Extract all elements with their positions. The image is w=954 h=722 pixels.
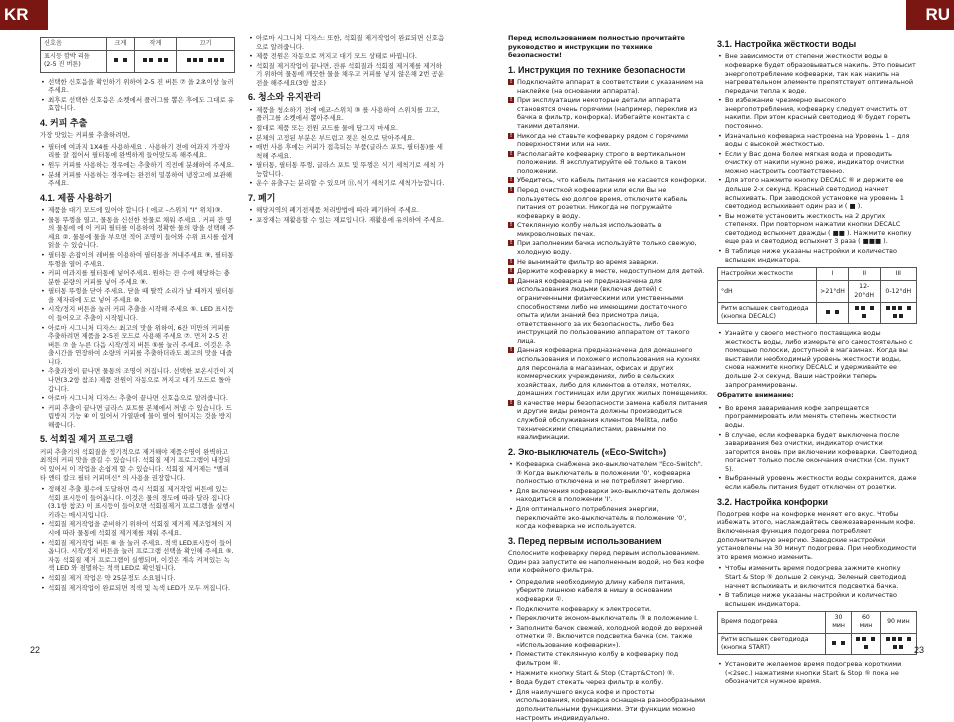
blink-dot-icon [208,58,212,62]
list-item: • Нажмите кнопку Start & Stop (Старт&Стоп) ⑤. [508,669,708,678]
ru-section-31-bullets-a [717,52,917,264]
page-number-right: 23 [913,645,924,655]
ru-note-bullets [717,404,917,492]
list-item: • 아로마 시그니처 디자스: 추출이 끝나면 신호음으로 알려줍니다. [40,394,235,403]
safety-item-text: Держите кофеварку в месте, недоступном для детей. [517,267,705,276]
safety-item [508,132,708,149]
language-tab-ru: RU [906,0,954,30]
safety-item-text: Данная кофеварка предназначена для домашнего использования и похожего использования на кухнях для персонала в магазинах, офисах и других коммерческих учреждениях, либо в сельских хозяйствах, либо для клиентов в отелях, мотелях, домашних гостиницах или других жилых помещениях. [517,346,708,398]
list-item: • 제품 전원은 자동으로 꺼지고 대기 모드 상태로 바뀝니다. [248,52,448,61]
kr-section-6-bullets [248,106,448,188]
list-item: • В случае, если кофеварка будет выключена после заваривания без очистки, индикатор очистки загорится вновь при включении кофеварки. Светодиод погаснет только после окончания очистки (см. пункт 5). [717,431,917,474]
list-item: • 절대로 제품 또는 전원 코드를 물에 담그지 마세요. [248,124,448,133]
safety-item [508,150,708,176]
list-item: • 필터통 뚜껑을 닫아 주세요. 닫을 때 딸깍 소리가 날 때까지 필터통을 제자리에 도로 넣어 주세요 ⑩. [40,287,235,304]
table-cell: II [848,268,880,281]
kr-section-5-intro: 커피 추출기의 석회질을 정기적으로 제거해야 제품수명이 완벽하고 최적의 커피 맛을 즐길 수 있습니다. 석회질 제거 프로그램이 내장되어 있어서 이 작업을 손쉽게 할 수 있습니다. 석회질 제거제는 "멜리타 엔티 칼크 필터 커피머신" 의 사용을 권장합니다. [40,447,231,482]
kr-section-5-bullets [40,485,235,592]
kr-section-6-title: 6. 청소와 유지관리 [248,92,322,103]
ru-section-2-title: 2. Эко-выключатель («Eco-Switch») [508,446,667,457]
blink-dot-icon [158,58,162,62]
table-row [41,38,235,51]
table-cell: 끄기 [177,38,235,51]
list-item: • 본체의 고정된 부분은 부드럽고 젖은 천으로 닦아주세요. [248,134,448,143]
list-item: • 필터에 여과지 1X4를 사용하세요 . 사용하기 전에 여과지 가장자리를 잘 접어서 필터통에 완벽하게 들어맞도록 해주세요. [40,143,235,160]
ru-section-31-bullets-b [717,329,917,389]
list-item: • Для оптимального потребления энергии, переключайте эко-выключатель в положение '0', когда кофеварка не используется. [508,505,708,531]
kr-beep-table [40,37,235,73]
list-item: • 최후로 선택한 신호음은 소켓에서 플러그를 뽑은 후에도 그대로 유효합니다. [40,96,235,113]
blink-dot-icon [886,306,890,310]
ru-hardness-table [717,267,917,324]
safety-item-text: Не вынимайте фильтр во время заварки. [517,257,659,266]
blink-dot-icon [893,645,897,649]
kr-column-1 [40,34,235,634]
list-item: • Изначально кофеварка настроена на Уровень 1 – для воды с высокой жесткостью. [717,132,917,149]
list-item: • В таблице ниже указаны настройки и количество вспышек индикатора. [717,591,917,608]
table-cell [852,633,881,654]
blink-dot-icon [143,58,147,62]
safety-item-text: Подключайте аппарат в соответствии с указанием на наклейке (на основании аппарата). [517,78,704,95]
safety-item-text: При заполнении бачка используйте только свежую, холодную воду. [517,239,697,257]
blink-dot-icon [193,58,197,62]
list-item: • Установите желаемое время подогрева короткими (<2sec.) нажатиями кнопки Start & Stop ⑤ пока не обозначится нужное время. [717,660,917,686]
table-cell: Ритм вспышек светодиода (кнопка START) [718,633,826,654]
list-item: • 물통 뚜껑을 열고, 물통을 신선한 찬물로 채워 주세요 . 커피 잔 옆의 물통에 에 이 커피 필터를 이용하여 정확한 물의 량을 선택해 주세요 ②. 물통에 물을 부으면 적어 조명이 들어와 수위 표시를 쉽게 읽을 수 있습니다. [40,216,235,250]
warning-icon: ! [509,97,513,104]
list-item: • 석회질 제거작업이 완료되면 적색 및 녹색 LED가 모두 꺼집니다. [40,584,235,593]
ru-section-3-title: 3. Перед первым использованием [508,535,662,546]
table-cell: 12-20°dH [848,281,880,302]
blink-dot-icon [899,314,903,318]
blink-dot-icon [899,645,903,649]
safety-item-text: Стеклянную колбу нельзя использовать в микроволновых печах. [517,221,662,238]
safety-item [508,346,708,397]
safety-item-text: Убедитесь, что кабель питания не касается конфорки. [517,176,707,185]
blink-dot-icon [862,314,866,318]
list-item: • Узнайте у своего местного поставщика воды жесткость воды, либо измерьте его самостоятельно с помощью полоски, доступной в магазинах. Когда вы выставили необходимый уровень жесткости воды, снова нажмите кнопку DECALC и удерживайте ее дольше 2-х секунд. Ваши настройки теперь запрограммированы. [717,329,917,389]
blink-dot-icon [861,306,865,310]
blink-dot-icon [164,58,168,62]
ru-section-1-title: 1. Инструкция по технике безопасности [508,64,686,75]
safety-item [508,96,708,130]
warning-icon: ! [509,150,513,157]
table-cell: >21°dH [817,281,849,302]
list-item: • Подключите кофеварку к электросети. [508,605,708,614]
table-cell: 0-12°dH [880,281,916,302]
ru-safety-items [508,78,708,442]
warning-icon: ! [509,258,513,265]
table-row [718,302,917,323]
kr-col2-top-bullets [248,34,448,87]
list-item: • 시작/정지 버튼을 눌러 커피 추출을 시작해 주세요 ⑤. LED 표시등이 들어오고 추출이 시작됩니다. [40,305,235,322]
warning-icon: ! [509,222,513,229]
safety-item-text: При эксплуатации некоторые детали аппарата становятся очень горячими (например, переклив из бачка в фильтр, конфорка). Избегайте контакта с такими деталями. [517,96,698,130]
blink-dot-icon [886,637,890,641]
list-item: • 운수 유출구는 분리할 수 있으며 ⑪,식기 세척기로 세척가능합니다. [248,179,448,188]
list-item: • 정해진 추출 횟수에 도달하면 즉시 석회질 제거작업 버튼에 있는 석회 표시등이 들어옵니다. 이것은 물의 경도에 따라 달라 집니다(3.1항 참조) 이 표시등이 들어오면 석회질제거 프로그램을 실행시키라는 메시지입니다. [40,485,235,519]
list-item: • Чтобы изменить время подогрева зажмите кнопку Start & Stop ⑤ дольше 2 секунд. Зеленый светодиод начнет вспыхивать и включится подсветка бачка. [717,564,917,590]
safety-item [508,267,708,276]
list-item: • 아로마 시그니처 디자스: 또한, 석회질 제거작업이 완료되면 신호음으로 알려줍니다. [248,34,448,51]
blink-dot-icon [199,58,203,62]
safety-item-text: В качестве меры безопасности замена кабеля питания и другие виды ремонта должны производиться службой обслуживания клиентов Melitta, либо техническими специалистами, равными по квалификации. [517,398,708,442]
warning-icon: ! [509,240,513,247]
safety-item [508,239,708,256]
ru-section-32-title: 3.2. Настройка конфорки [717,496,829,507]
blink-dot-icon [862,637,866,641]
table-row [41,51,235,72]
list-item: • 포장재는 재활용할 수 있는 재료입니다. 재활용에 유의하여 주세요. [248,216,448,225]
list-item: • 제품을 대기 모드에 있어야 합니다 ( 에코 –스위치 "I" 위치)③. [40,206,235,215]
table-cell: 90 мин [880,612,916,633]
list-item: • Вы можете установить жесткость на 2 других степенях. При повторном нажатии кнопки DECALC светодиод вспыхнет дважды ( ■■ ). Нажмите кнопку еще раз и светодиод вспыхнет 3 раза ( ■■■ ). [717,212,917,246]
table-cell: Настройки жесткости [718,268,817,281]
list-item: • Поместите стеклянную колбу в кофеварку под фильтром ④. [508,650,708,667]
table-cell: 크게 [107,38,135,51]
table-cell: °dH [718,281,817,302]
table-cell [880,633,916,654]
table-cell: 60 мин [852,612,881,633]
table-cell [880,302,916,323]
ru-section-31-title: 3.1. Настройка жёсткости воды [717,39,857,49]
warning-icon: ! [509,79,513,86]
blink-dot-icon [864,645,868,649]
table-cell: 30 мин [826,612,852,633]
blink-dot-icon [892,306,896,310]
kr-section-7-bullets [248,206,448,224]
table-row [718,633,917,654]
page-number-left: 22 [30,645,41,655]
table-cell [134,51,177,72]
list-item: • Переключите эконом-выключатель ③ в положение I. [508,614,708,623]
list-item: • 커피 여과지를 필터통에 넣어주세요. 원하는 잔 수에 해당하는 충분한 분량의 커피를 넣어 주세요 ⑨. [40,269,235,286]
list-item: • 아로마 시그니처 디자스: 최고의 맛을 위하여, 6잔 미만의 커피를 추출하려면 제품을 2-5진 모드로 사용해 주세요 ⑦. 먼저 2-5 진 버튼 ⑦ 을 누른 다음 시작/정지 버튼 ⑤를 눌러 주세요. 이것은 추출시간을 연장하여 소량의 커피를 추출하더라도 최고의 맛을 내줍니다. [40,324,235,367]
blink-dot-icon [907,637,911,641]
list-item: • В таблице ниже указаны настройки и количество вспышек индикатора. [717,247,917,264]
blink-dot-icon [856,637,860,641]
table-cell [107,51,135,72]
list-item: • 원두 커피를 사용하는 경우에는 추출하기 직전에 분쇄하여 주세요. [40,161,235,170]
table-cell: I [817,268,849,281]
table-cell [848,302,880,323]
safety-item-text: Никогда не ставьте кофеварку рядом с горячими поверхностями или на них. [517,131,689,149]
blink-dot-icon [841,641,845,645]
safety-item [508,277,708,346]
warning-icon: ! [509,132,513,139]
safety-item [508,186,708,220]
list-item: • 석회질 제거작업을 준비하기 위하여 석회질 제거제 제조업체의 지시에 따라 물통에 석회질 제거제를 채워 주세요. [40,520,235,537]
ru-section-3-bullets [508,578,708,722]
ru-section-2-bullets [508,460,708,531]
list-item: • Для этого нажмите кнопку DECALC ⑥ и держите ее дольше 2-х секунд. Красный светодиод начнет вспыхивать. При заводской установке на уровень 1 светодиод вспыхивает один раз и ( ■ ). [717,176,917,210]
ru-intro: Перед использованием полностью прочитайте руководство и инструкции по технике безопасности! [508,34,685,60]
blink-dot-icon [149,58,153,62]
table-cell [177,51,235,72]
ru-note-title: Обратите внимание: [717,391,794,400]
safety-item-text: Перед очисткой кофеварки или если Вы не пользуетесь ею долгое время, отключите кабель питания от розетки. Никогда не погружайте кофеварку в воду. [517,186,688,220]
kr-column-2 [248,34,448,634]
list-item: • 추출과정이 끝나면 물통의 조명이 꺼집니다. 선택한 보온시간이 지나면(3.2항 참조) 제품 전원이 자동으로 꺼지고 대기 모드로 돌아갑니다. [40,367,235,393]
table-cell: III [880,268,916,281]
ru-section-32-intro: Подогрев кофе на конфорке меняет его вкус. Чтобы избежать этого, наслаждайтесь свежезаваренным кофе. Включенная функция подогрева потребляет дополнительную энергию. Заводские настройки установлены на 30 минут подогрева. При необходимости это время можно изменить. [717,509,917,561]
list-item: • Для включения кофеварки эко-выключатель должен находиться в положении 'I'. [508,487,708,504]
blink-dot-icon [187,58,191,62]
ru-column-1 [508,34,708,722]
list-item: • Заполните бачок свежей, холодной водой до верхней отметки ②. Включится подсветка бачка (см. также «Использование кофеварки»). [508,624,708,650]
blink-dot-icon [898,637,902,641]
kr-section-41-bullets [40,206,235,429]
list-item: • 석회질 제거작업 버튼 ⑥ 을 눌러 주세요. 적색 LED표시등이 들어옵니다. 시작/정지 버튼을 눌러 프로그램 선택을 확인해 주세요 ⑤. 자동 석회질 제거 프로그램이 실행되며, 이것은 계속 켜져있는 녹색 LED 와 점멸하는 적색 LED로 확인됩니다. [40,539,235,573]
list-item: • Выбранный уровень жесткости воды сохранится, даже если кабель питания будет отключен от розетки. [717,474,917,491]
blink-dot-icon [214,58,218,62]
blink-dot-icon [892,637,896,641]
list-item: • Во время заваривания кофе запрещается программировать или менять степень жесткости воды. [717,404,917,430]
table-cell [817,302,849,323]
table-cell: 표시등 깜박 리듬 (2-5 진 버튼) [41,51,107,72]
kr-section-5-title: 5. 석회질 제거 프로그램 [40,434,134,445]
safety-item [508,176,708,185]
blink-dot-icon [123,58,127,62]
language-tab-kr: KR [0,0,48,30]
blink-dot-icon [114,58,118,62]
safety-item [508,221,708,238]
blink-dot-icon [220,58,224,62]
list-item: • 선택한 신호음을 확인하기 위하여 2-5 진 버튼 ⑦ 을 2초이상 눌러 주세요. [40,78,235,95]
kr-section-4-bullets [40,143,235,188]
kr-section-41-title: 4.1. 제품 사용하기 [40,192,113,203]
blink-dot-icon [855,306,859,310]
ru-column-2 [717,34,917,686]
kr-section-4-intro: 가장 맛있는 커피를 추출하려면, [40,131,130,140]
blink-dot-icon [907,306,911,310]
table-cell: Ритм вспышек светодиода (кнопка DECALC) [718,302,817,323]
list-item: • 제품을 청소하기 전에 에코-스위치 ③ 를 사용하여 스위치를 끄고, 플러그를 소켓에서 뽑아주세요. [248,106,448,123]
warning-icon: ! [509,347,513,354]
list-item: • 커피 추출이 끝나면 글라스 포트를 본체에서 꺼낼 수 있습니다. 드립방지 기능 ④ 이 있어서 가열판에 물이 떨어 떨어지는 것을 방지해줍니다. [40,404,235,430]
blink-dot-icon [898,306,902,310]
blink-dot-icon [870,306,874,310]
kr-section-7-title: 7. 폐기 [248,193,276,204]
warning-icon: ! [509,187,513,194]
table-cell: 작게 [134,38,177,51]
list-item: • Если у Вас дома более мягкая вода и проводить очистку от накипи нужно реже, индикатор очистки можно настроить соответственно. [717,150,917,176]
safety-item [508,399,708,442]
list-item: • Определив необходимую длину кабеля питания, уберите лишнюю кабеля в нишу в основании кофеварки ①. [508,578,708,604]
list-item: • Вода будет стекать через фильтр в колбу. [508,678,708,687]
ru-keepwarm-table [717,611,917,655]
ru-section-3-intro: Сполосните кофеварку перед первым использованием. Один раз запустите ее наполненным водой, но без кофе или кофейного фильтра. [508,549,705,575]
ru-section-32-bullets-b [717,660,917,686]
blink-dot-icon [832,641,836,645]
safety-item-text: Располагайте кофеварку строго в вертикальном положении. Я эксплуатируйте её только в таком положении. [517,149,687,175]
kr-section-4-title: 4. 커피 추출 [40,117,88,128]
safety-item [508,258,708,267]
list-item: • 석회질 제거 작업은 약 25분정도 소요됩니다. [40,574,235,583]
safety-item [508,78,708,95]
list-item: • 매번 사용 후에는 커피가 접촉되는 부품(글라스 포트, 필터통)를 세척해 주세요. [248,143,448,160]
kr-beep-bullets [40,78,235,113]
table-row [718,612,917,633]
blink-dot-icon [826,310,830,314]
safety-item-text: Данная кофеварка не предназначена для использования людьми (включая детей) с ограниченными физическими или умственными способностями либо не имеющими достаточного опыта и/или знаний без присмотра лица, ответственного за их безопасность, либо без инструкций по пользованию аппаратом от такого лица. [517,276,690,345]
table-row [718,281,917,302]
blink-dot-icon [893,314,897,318]
list-item: • 필터통 손잡이의 레버를 이용하여 필터통을 꺼내주세요 ⑨, 필터통 뚜껑을 열어 주세요. [40,251,235,268]
list-item: • 분쇄 커피를 사용하는 경우에는 완전히 밀봉하여 냉장고에 보관해 주세요. [40,171,235,188]
list-item: • Вне зависимости от степени жесткости воды в кофеварке будет образовываться накипь. Это повысит энергопотребление кофеварки, так как накипь на нагревательном элементе препятствует оптимальной передачи тепла к воде. [717,52,917,95]
table-row [718,268,917,281]
warning-icon: ! [509,177,513,184]
list-item: • Для наилучшего вкуса кофе и простоты использования, кофеварка оснащена разнообразными дополнительными функциями. Эти функции можно настроить индивидуально. [508,688,708,722]
list-item: • Во избежание чрезмерно высокого энергопотребления, кофеварку следует очистить от накипи. При этом красный светодиод ⑥ будет гореть постоянно. [717,96,917,130]
table-cell: Время подогрева [718,612,826,633]
table-cell: 신호음 [41,38,107,51]
warning-icon: ! [509,399,513,406]
list-item: • 해당지역의 폐기전제품 처리방법에 따라 폐기하여 주세요. [248,206,448,215]
blink-dot-icon [871,637,875,641]
list-item: • Кофеварка снабжена эко-выключателем "Eco-Switch". ③ Когда выключатель в положении '0', кофеварка полностью отключена и не потребляет энергию. [508,460,708,486]
list-item: • 필터통, 필터통 뚜껑, 글라스 포트 및 뚜껑은 식기 세척기로 세척 가능합니다. [248,161,448,178]
warning-icon: ! [509,268,513,275]
blink-dot-icon [835,310,839,314]
warning-icon: ! [509,277,513,284]
list-item: • 석회질 제거작업이 끝나면, 잔류 석회질과 석회질 제거제를 제거하기 위하여 물통에 깨끗한 물을 채우고 커피를 넣지 않은채 2번 공운전을 해주세요(3항 참조) [248,62,448,88]
ru-section-32-bullets [717,564,917,608]
table-cell [826,633,852,654]
